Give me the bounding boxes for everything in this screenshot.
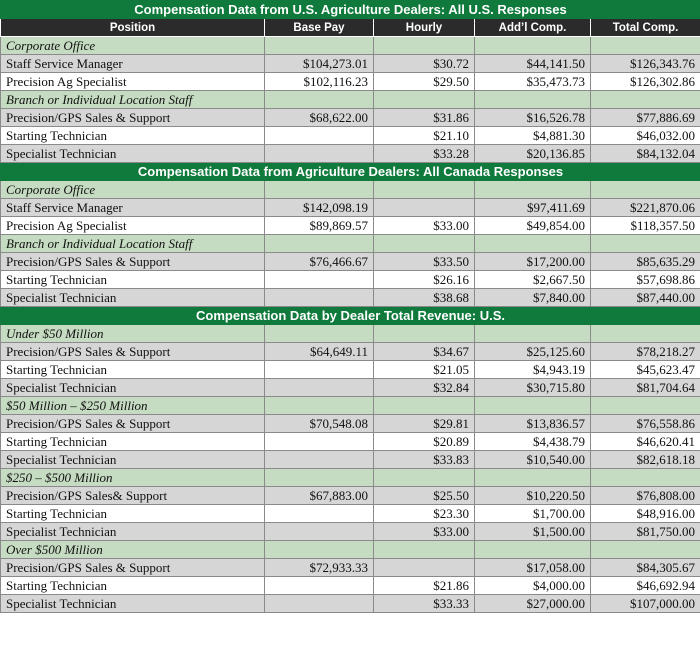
group-empty-cell <box>374 181 475 199</box>
position-cell: Starting Technician <box>1 361 265 379</box>
base-pay-cell: $72,933.33 <box>265 559 374 577</box>
total-comp-cell: $78,218.27 <box>591 343 700 361</box>
table-row <box>1 145 700 163</box>
column-header-addl-comp: Add’l Comp. <box>475 19 591 37</box>
total-comp-cell: $76,558.86 <box>591 415 700 433</box>
hourly-cell: $26.16 <box>374 271 475 289</box>
group-empty-cell <box>475 325 591 343</box>
base-pay-cell: $64,649.11 <box>265 343 374 361</box>
total-comp-cell: $126,343.76 <box>591 55 700 73</box>
table-row <box>1 109 700 127</box>
position-cell: Starting Technician <box>1 271 265 289</box>
position-cell: Specialist Technician <box>1 379 265 397</box>
group-label-row <box>1 469 700 487</box>
base-pay-cell <box>265 505 374 523</box>
position-cell: Precision/GPS Sales & Support <box>1 109 265 127</box>
total-comp-cell: $82,618.18 <box>591 451 700 469</box>
total-comp-cell: $76,808.00 <box>591 487 700 505</box>
position-cell: Staff Service Manager <box>1 55 265 73</box>
hourly-cell: $33.00 <box>374 217 475 235</box>
addl-comp-cell: $17,200.00 <box>475 253 591 271</box>
group-empty-cell <box>475 235 591 253</box>
position-cell: Staff Service Manager <box>1 199 265 217</box>
column-header-position: Position <box>1 19 265 37</box>
table-row <box>1 289 700 307</box>
total-comp-cell: $84,305.67 <box>591 559 700 577</box>
base-pay-cell <box>265 271 374 289</box>
group-label: Over $500 Million <box>1 541 265 559</box>
hourly-cell <box>374 559 475 577</box>
group-empty-cell <box>374 235 475 253</box>
base-pay-cell <box>265 595 374 613</box>
base-pay-cell <box>265 145 374 163</box>
table-row <box>1 451 700 469</box>
group-empty-cell <box>591 181 700 199</box>
position-cell: Precision/GPS Sales & Support <box>1 559 265 577</box>
hourly-cell: $33.33 <box>374 595 475 613</box>
group-empty-cell <box>591 37 700 55</box>
table-body <box>1 1 700 613</box>
group-empty-cell <box>265 469 374 487</box>
column-header-hourly: Hourly <box>374 19 475 37</box>
position-cell: Specialist Technician <box>1 289 265 307</box>
addl-comp-cell: $4,943.19 <box>475 361 591 379</box>
column-header-base-pay: Base Pay <box>265 19 374 37</box>
total-comp-cell: $81,750.00 <box>591 523 700 541</box>
table-row <box>1 271 700 289</box>
table-row <box>1 595 700 613</box>
group-empty-cell <box>591 397 700 415</box>
hourly-cell: $21.05 <box>374 361 475 379</box>
group-empty-cell <box>265 325 374 343</box>
table-row <box>1 577 700 595</box>
addl-comp-cell: $44,141.50 <box>475 55 591 73</box>
table-row <box>1 253 700 271</box>
addl-comp-cell: $13,836.57 <box>475 415 591 433</box>
hourly-cell: $33.83 <box>374 451 475 469</box>
group-empty-cell <box>591 325 700 343</box>
group-empty-cell <box>265 91 374 109</box>
hourly-cell: $33.28 <box>374 145 475 163</box>
column-header-total-comp: Total Comp. <box>591 19 700 37</box>
position-cell: Starting Technician <box>1 577 265 595</box>
group-label-row <box>1 325 700 343</box>
table-row <box>1 415 700 433</box>
base-pay-cell <box>265 433 374 451</box>
addl-comp-cell: $4,000.00 <box>475 577 591 595</box>
table-row <box>1 379 700 397</box>
section-title: Compensation Data from U.S. Agriculture Dealers: All U.S. Responses <box>1 1 700 19</box>
position-cell: Specialist Technician <box>1 451 265 469</box>
group-empty-cell <box>265 397 374 415</box>
addl-comp-cell: $16,526.78 <box>475 109 591 127</box>
table-row <box>1 217 700 235</box>
total-comp-cell: $221,870.06 <box>591 199 700 217</box>
group-label-row <box>1 397 700 415</box>
group-empty-cell <box>475 541 591 559</box>
addl-comp-cell: $1,700.00 <box>475 505 591 523</box>
addl-comp-cell: $1,500.00 <box>475 523 591 541</box>
hourly-cell: $33.00 <box>374 523 475 541</box>
addl-comp-cell: $10,540.00 <box>475 451 591 469</box>
hourly-cell: $31.86 <box>374 109 475 127</box>
total-comp-cell: $46,620.41 <box>591 433 700 451</box>
group-empty-cell <box>374 541 475 559</box>
hourly-cell: $30.72 <box>374 55 475 73</box>
base-pay-cell: $102,116.23 <box>265 73 374 91</box>
addl-comp-cell: $30,715.80 <box>475 379 591 397</box>
total-comp-cell: $48,916.00 <box>591 505 700 523</box>
position-cell: Precision Ag Specialist <box>1 217 265 235</box>
table-row <box>1 199 700 217</box>
position-cell: Precision/GPS Sales & Support <box>1 253 265 271</box>
total-comp-cell: $118,357.50 <box>591 217 700 235</box>
base-pay-cell: $89,869.57 <box>265 217 374 235</box>
group-label-row <box>1 37 700 55</box>
group-empty-cell <box>374 469 475 487</box>
base-pay-cell <box>265 379 374 397</box>
group-label: Branch or Individual Location Staff <box>1 235 265 253</box>
group-empty-cell <box>265 37 374 55</box>
addl-comp-cell: $17,058.00 <box>475 559 591 577</box>
hourly-cell <box>374 199 475 217</box>
column-header-row <box>1 19 700 37</box>
hourly-cell: $21.86 <box>374 577 475 595</box>
hourly-cell: $33.50 <box>374 253 475 271</box>
addl-comp-cell: $49,854.00 <box>475 217 591 235</box>
position-cell: Starting Technician <box>1 505 265 523</box>
total-comp-cell: $126,302.86 <box>591 73 700 91</box>
base-pay-cell: $104,273.01 <box>265 55 374 73</box>
group-label-row <box>1 235 700 253</box>
hourly-cell: $34.67 <box>374 343 475 361</box>
group-empty-cell <box>475 181 591 199</box>
group-empty-cell <box>591 469 700 487</box>
base-pay-cell: $68,622.00 <box>265 109 374 127</box>
group-label-row <box>1 181 700 199</box>
total-comp-cell: $87,440.00 <box>591 289 700 307</box>
base-pay-cell <box>265 451 374 469</box>
total-comp-cell: $85,635.29 <box>591 253 700 271</box>
group-empty-cell <box>374 37 475 55</box>
group-label: Corporate Office <box>1 181 265 199</box>
position-cell: Precision/GPS Sales & Support <box>1 343 265 361</box>
hourly-cell: $29.50 <box>374 73 475 91</box>
base-pay-cell <box>265 361 374 379</box>
table-row <box>1 127 700 145</box>
group-empty-cell <box>374 91 475 109</box>
group-label: Under $50 Million <box>1 325 265 343</box>
position-cell: Starting Technician <box>1 433 265 451</box>
hourly-cell: $38.68 <box>374 289 475 307</box>
addl-comp-cell: $4,881.30 <box>475 127 591 145</box>
section-title-row <box>1 163 700 181</box>
base-pay-cell <box>265 289 374 307</box>
addl-comp-cell: $4,438.79 <box>475 433 591 451</box>
table-row <box>1 55 700 73</box>
position-cell: Precision/GPS Sales & Support <box>1 415 265 433</box>
group-empty-cell <box>475 91 591 109</box>
addl-comp-cell: $27,000.00 <box>475 595 591 613</box>
base-pay-cell: $142,098.19 <box>265 199 374 217</box>
group-empty-cell <box>475 397 591 415</box>
group-empty-cell <box>591 541 700 559</box>
table-row <box>1 505 700 523</box>
group-empty-cell <box>265 541 374 559</box>
section-title: Compensation Data by Dealer Total Revenue: U.S. <box>1 307 700 325</box>
addl-comp-cell: $25,125.60 <box>475 343 591 361</box>
hourly-cell: $20.89 <box>374 433 475 451</box>
addl-comp-cell: $20,136.85 <box>475 145 591 163</box>
table-row <box>1 523 700 541</box>
hourly-cell: $23.30 <box>374 505 475 523</box>
hourly-cell: $29.81 <box>374 415 475 433</box>
base-pay-cell: $70,548.08 <box>265 415 374 433</box>
addl-comp-cell: $10,220.50 <box>475 487 591 505</box>
total-comp-cell: $77,886.69 <box>591 109 700 127</box>
section-title-row <box>1 1 700 19</box>
addl-comp-cell: $7,840.00 <box>475 289 591 307</box>
position-cell: Precision/GPS Sales& Support <box>1 487 265 505</box>
position-cell: Specialist Technician <box>1 595 265 613</box>
position-cell: Specialist Technician <box>1 145 265 163</box>
table-row <box>1 361 700 379</box>
table-row <box>1 73 700 91</box>
group-label-row <box>1 91 700 109</box>
group-empty-cell <box>591 235 700 253</box>
hourly-cell: $21.10 <box>374 127 475 145</box>
base-pay-cell <box>265 577 374 595</box>
hourly-cell: $32.84 <box>374 379 475 397</box>
hourly-cell: $25.50 <box>374 487 475 505</box>
table-row <box>1 487 700 505</box>
group-empty-cell <box>374 325 475 343</box>
table-row <box>1 559 700 577</box>
position-cell: Precision Ag Specialist <box>1 73 265 91</box>
group-empty-cell <box>591 91 700 109</box>
base-pay-cell <box>265 523 374 541</box>
section-title-row <box>1 307 700 325</box>
addl-comp-cell: $2,667.50 <box>475 271 591 289</box>
addl-comp-cell: $97,411.69 <box>475 199 591 217</box>
addl-comp-cell: $35,473.73 <box>475 73 591 91</box>
total-comp-cell: $84,132.04 <box>591 145 700 163</box>
group-label: $250 – $500 Million <box>1 469 265 487</box>
group-label: Corporate Office <box>1 37 265 55</box>
total-comp-cell: $46,032.00 <box>591 127 700 145</box>
group-label: $50 Million – $250 Million <box>1 397 265 415</box>
group-empty-cell <box>374 397 475 415</box>
group-empty-cell <box>475 37 591 55</box>
group-label: Branch or Individual Location Staff <box>1 91 265 109</box>
section-title: Compensation Data from Agriculture Dealers: All Canada Responses <box>1 163 700 181</box>
total-comp-cell: $81,704.64 <box>591 379 700 397</box>
group-empty-cell <box>265 181 374 199</box>
position-cell: Starting Technician <box>1 127 265 145</box>
base-pay-cell: $67,883.00 <box>265 487 374 505</box>
base-pay-cell: $76,466.67 <box>265 253 374 271</box>
total-comp-cell: $107,000.00 <box>591 595 700 613</box>
position-cell: Specialist Technician <box>1 523 265 541</box>
table-row <box>1 433 700 451</box>
table-row <box>1 343 700 361</box>
group-empty-cell <box>265 235 374 253</box>
total-comp-cell: $57,698.86 <box>591 271 700 289</box>
base-pay-cell <box>265 127 374 145</box>
total-comp-cell: $45,623.47 <box>591 361 700 379</box>
group-label-row <box>1 541 700 559</box>
group-empty-cell <box>475 469 591 487</box>
total-comp-cell: $46,692.94 <box>591 577 700 595</box>
